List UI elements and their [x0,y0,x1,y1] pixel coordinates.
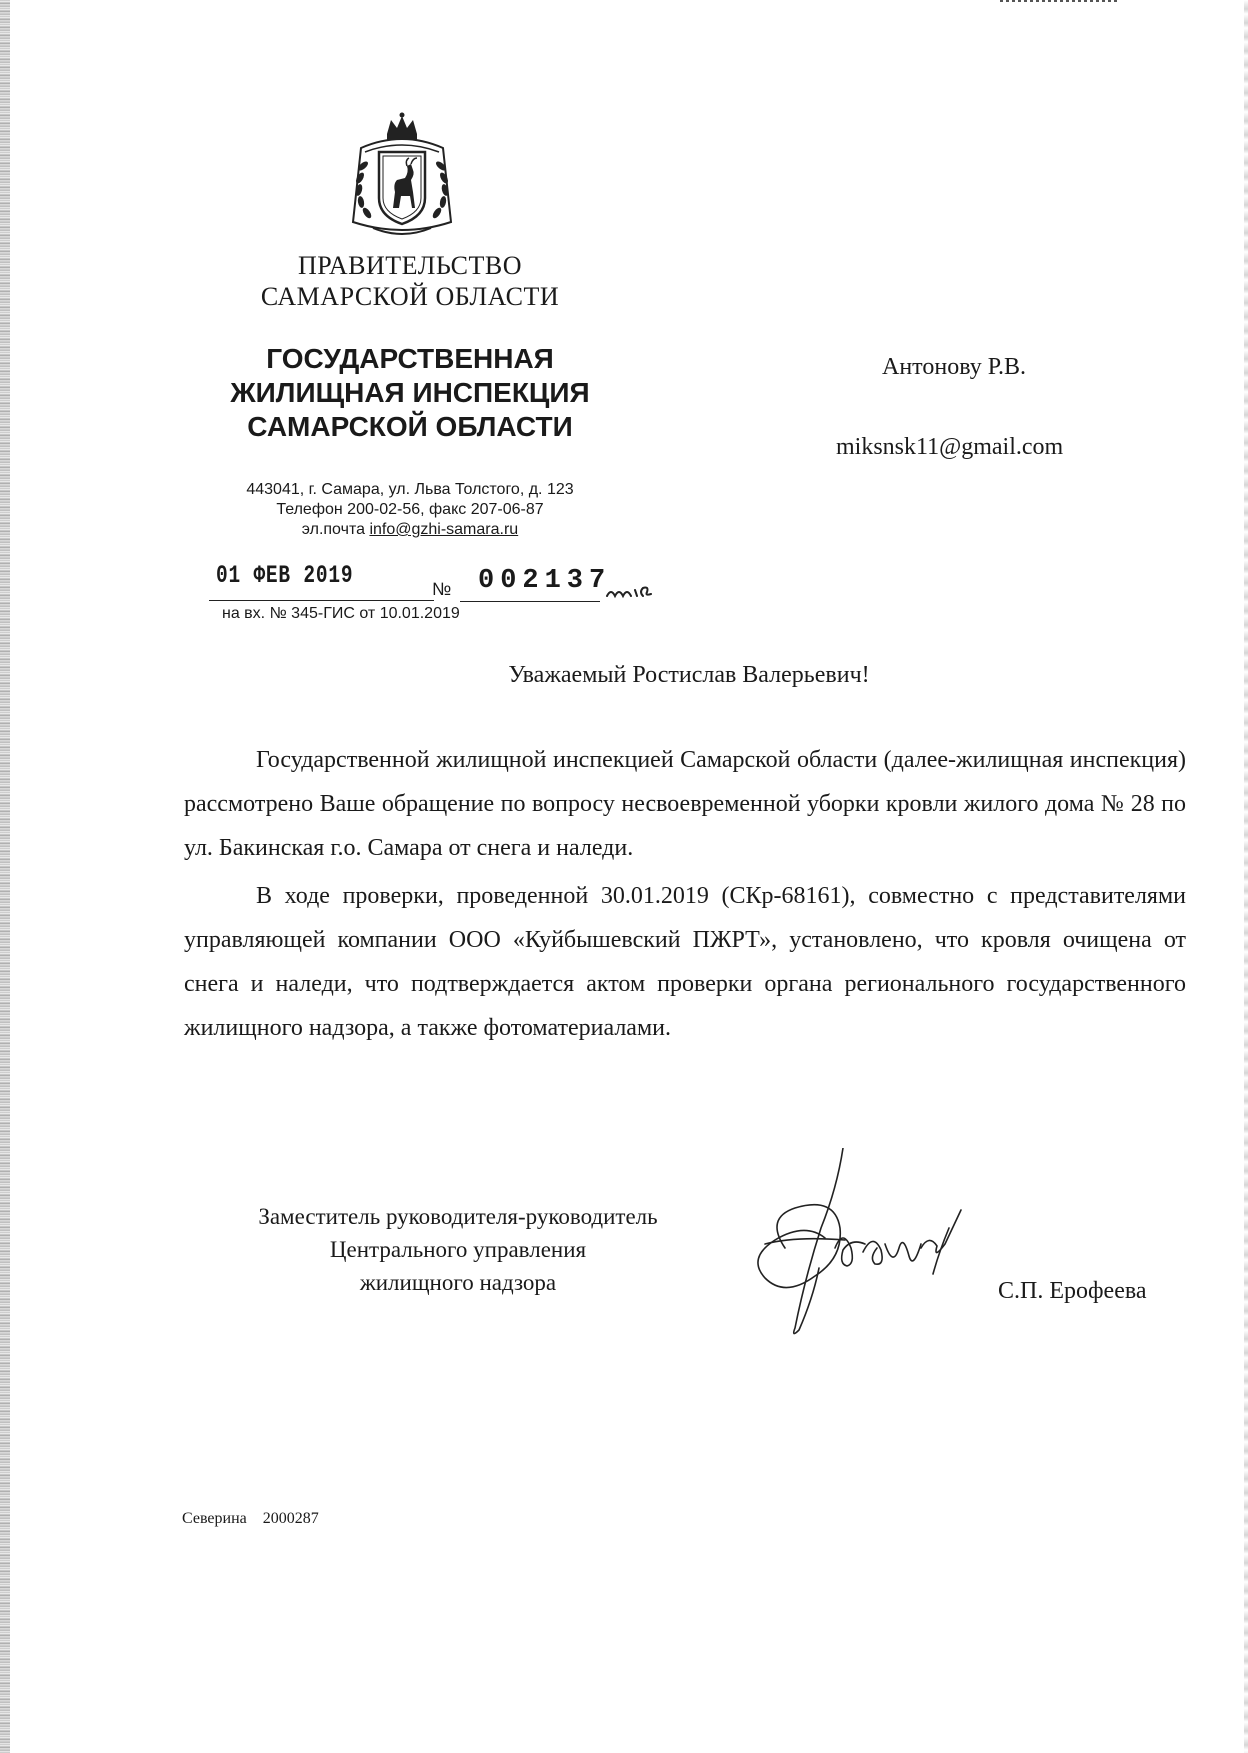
organization-title-line1: ГОСУДАРСТВЕННАЯ [266,343,554,374]
organization-phone: Телефон 200-02-56, факс 207-06-87 [276,501,544,518]
executor-phone: 2000287 [262,1510,319,1527]
body-paragraph-1: Государственной жилищной инспекцией Самарской области (далее-жилищная инспекция) рассмотрено Ваше обращение по вопросу несвоевременной уборки кровли жилого дома № 28 по ул. Бакинская г.о. Самара от снега и наледи. [184,747,1186,861]
organization-email-line [180,520,640,540]
body-paragraph-2: В ходе проверки, проведенной 30.01.2019 (СКр-68161), совместно с представителями управляющей компании ООО «Куйбышевский ПЖРТ», установлено, что кровля очищена от снега и наледи, что подтверждается актом проверки органа регионального государственного жилищного надзора, а также фотоматериалами. [184,883,1186,1041]
handwritten-signature [725,1148,995,1338]
signer-position-line3: жилищного надзора [359,1270,557,1295]
organization-title-line3: САМАРСКОЙ ОБЛАСТИ [247,411,573,442]
signer-position-line2: Центрального управления [329,1237,587,1262]
executor-name: Северина [182,1510,247,1527]
organization-email-label: эл.почта [301,521,365,538]
scan-edge-noise [0,0,10,1753]
registration-number-handwritten-suffix [605,578,665,604]
recipient-name: Антонову Р.В. [882,354,1027,380]
government-title-line2: САМАРСКОЙ ОБЛАСТИ [260,282,560,311]
registration-number-stamp: 002137 [478,566,612,596]
government-title [200,250,620,312]
salutation: Уважаемый Ростислав Валерьевич! [508,662,870,688]
signer-position-line1: Заместитель руководителя-руководитель [258,1204,658,1229]
registration-date-underline [209,600,434,601]
registration-date-stamp: 01 ФЕВ 2019 [216,561,354,590]
organization-title-line2: ЖИЛИЩНАЯ ИНСПЕКЦИЯ [230,377,590,408]
recipient-email: miksnsk11@gmail.com [836,434,1064,460]
organization-email-link[interactable]: info@gzhi-samara.ru [369,521,519,538]
organization-contacts [180,480,640,540]
scan-top-mark [1000,0,1120,2]
registration-number-underline [460,601,600,602]
incoming-reference: на вх. № 345-ГИС от 10.01.2019 [222,605,460,622]
coat-of-arms-icon [343,112,461,244]
letter-body [184,738,1186,1050]
signer-position [198,1200,718,1299]
signer-name: С.П. Ерофеева [998,1278,1147,1304]
organization-title [180,342,640,444]
registration-number-label: № [432,579,452,599]
government-title-line1: ПРАВИТЕЛЬСТВО [298,251,522,280]
executor-info [182,1510,319,1528]
scan-edge-right [1244,0,1248,1753]
organization-address: 443041, г. Самара, ул. Льва Толстого, д. 123 [246,481,574,498]
